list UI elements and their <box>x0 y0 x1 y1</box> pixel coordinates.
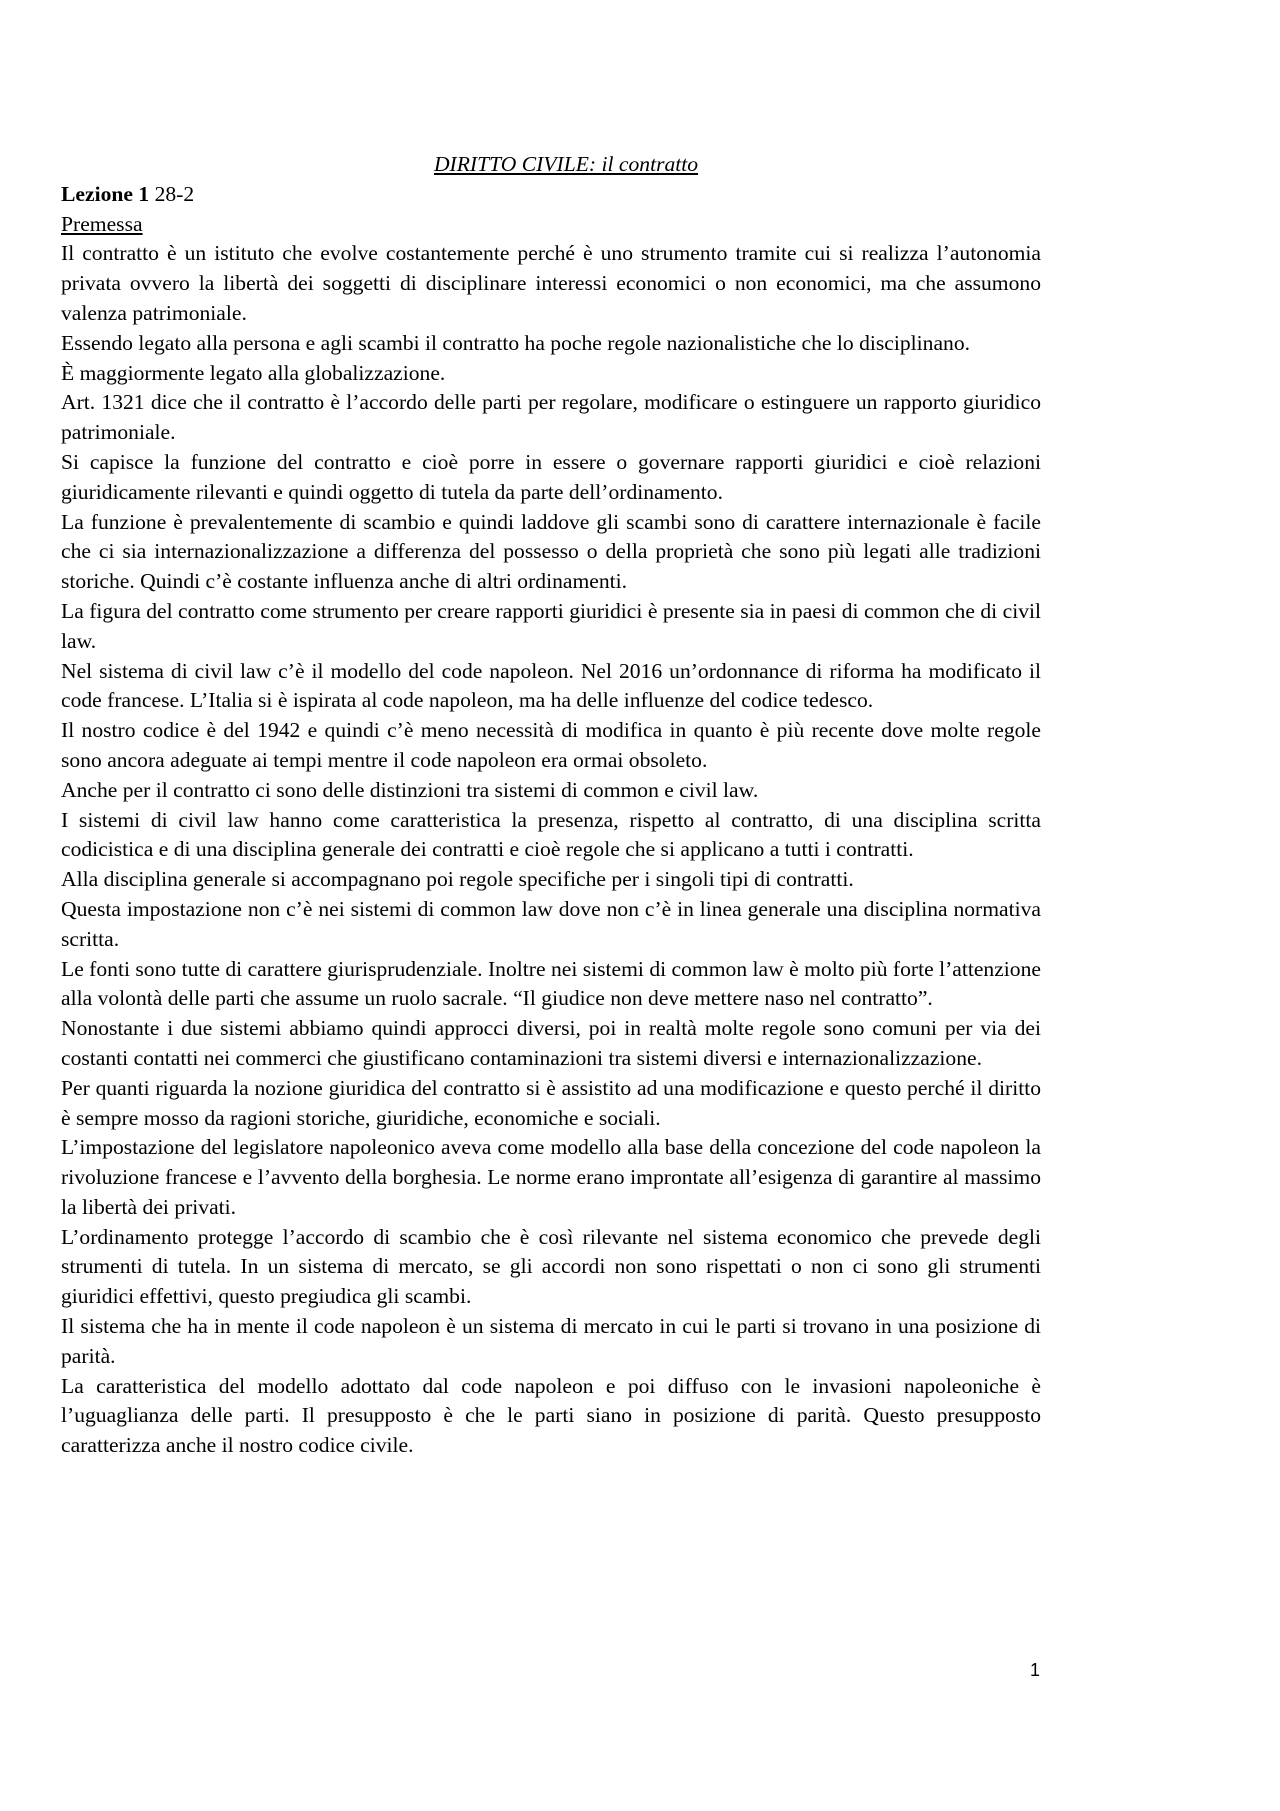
paragraph: La funzione è prevalentemente di scambio e quindi laddove gli scambi sono di carattere internazionale è facile che ci sia internazionalizzazione a differenza del possesso o della proprietà che sono più legati alle tradizioni storiche. Quindi c’è costante influenza anche di altri ordinamenti. <box>61 509 1041 594</box>
paragraph: Il sistema che ha in mente il code napoleon è un sistema di mercato in cui le parti si trovano in una posizione di parità. <box>61 1314 1041 1368</box>
paragraph: I sistemi di civil law hanno come caratteristica la presenza, rispetto al contratto, di una disciplina scritta codicistica e di una disciplina generale dei contratti e cioè regole che si applicano a tutti i contratti. <box>61 807 1041 862</box>
paragraph: L’ordinamento protegge l’accordo di scambio che è così rilevante nel sistema economico che prevede degli strumenti di tutela. In un sistema di mercato, se gli accordi non sono rispettati o non ci sono gli strumenti giuridici effettivi, questo pregiudica gli scambi. <box>61 1224 1041 1309</box>
document-body <box>61 150 1041 1461</box>
paragraph: Il nostro codice è del 1942 e quindi c’è meno necessità di modifica in quanto è più recente dove molte regole sono ancora adeguate ai tempi mentre il code napoleon era ormai obsoleto. <box>61 718 1041 772</box>
paragraph: Alla disciplina generale si accompagnano poi regole specifiche per i singoli tipi di contratti. <box>61 867 854 892</box>
lesson-heading <box>61 180 1041 210</box>
paragraph: Art. 1321 dice che il contratto è l’accordo delle parti per regolare, modificare o estinguere un rapporto giuridico patrimoniale. <box>61 390 1041 445</box>
paragraph: La caratteristica del modello adottato dal code napoleon e poi diffuso con le invasioni napoleoniche è l’uguaglianza delle parti. Il presupposto è che le parti siano in posizione di parità. Questo presupposto caratterizza anche il nostro codice civile. <box>61 1373 1041 1458</box>
paragraph: L’impostazione del legislatore napoleonico aveva come modello alla base della concezione del code napoleon la rivoluzione francese e l’avvento della borghesia. Le norme erano improntate all’esigenza di garantire al massimo la libertà dei privati. <box>61 1135 1041 1219</box>
lesson-date: 28-2 <box>149 181 195 206</box>
paragraph: Essendo legato alla persona e agli scambi il contratto ha poche regole nazionalistiche che lo disciplinano. <box>61 330 971 355</box>
paragraph: Anche per il contratto ci sono delle distinzioni tra sistemi di common e civil law. <box>61 777 759 802</box>
paragraph: Si capisce la funzione del contratto e cioè porre in essere o governare rapporti giuridici e cioè relazioni giuridicamente rilevanti e quindi oggetto di tutela da parte dell’ordinamento. <box>61 449 1041 504</box>
paragraph: Il contratto è un istituto che evolve costantemente perché è uno strumento tramite cui si realizza l’autonomia privata ovvero la libertà dei soggetti di disciplinare interessi economici o non economici, ma che assumono valenza patrimoniale. <box>61 241 1041 325</box>
lesson-label: Lezione 1 <box>61 181 150 206</box>
document-title: DIRITTO CIVILE: il contratto <box>433 152 699 176</box>
paragraph: Questa impostazione non c’è nei sistemi di common law dove non c’è in linea generale una disciplina normativa scritta. <box>61 896 1041 951</box>
paragraph: La figura del contratto come strumento per creare rapporti giuridici è presente sia in paesi di common che di civil law. <box>61 598 1041 653</box>
paragraph: È maggiormente legato alla globalizzazione. <box>61 360 446 385</box>
paragraph: Nel sistema di civil law c’è il modello del code napoleon. Nel 2016 un’ordonnance di riforma ha modificato il code francese. L’Italia si è ispirata al code napoleon, ma ha delle influenze del codice tedesco. <box>61 658 1041 713</box>
paragraph: Le fonti sono tutte di carattere giurisprudenziale. Inoltre nei sistemi di common law è molto più forte l’attenzione alla volontà delle parti che assume un ruolo sacrale. “Il giudice non deve mettere naso nel contratto”. <box>61 956 1041 1011</box>
section-heading: Premessa <box>61 211 143 236</box>
page-number: 1 <box>1029 1660 1040 1680</box>
paragraph: Per quanti riguarda la nozione giuridica del contratto si è assistito ad una modificazione e questo perché il diritto è sempre mosso da ragioni storiche, giuridiche, economiche e sociali. <box>61 1075 1041 1130</box>
paragraph: Nonostante i due sistemi abbiamo quindi approcci diversi, poi in realtà molte regole sono comuni per via dei costanti contatti nei commerci che giustificano contaminazioni tra sistemi diversi e internazionalizzazione. <box>61 1016 1041 1070</box>
